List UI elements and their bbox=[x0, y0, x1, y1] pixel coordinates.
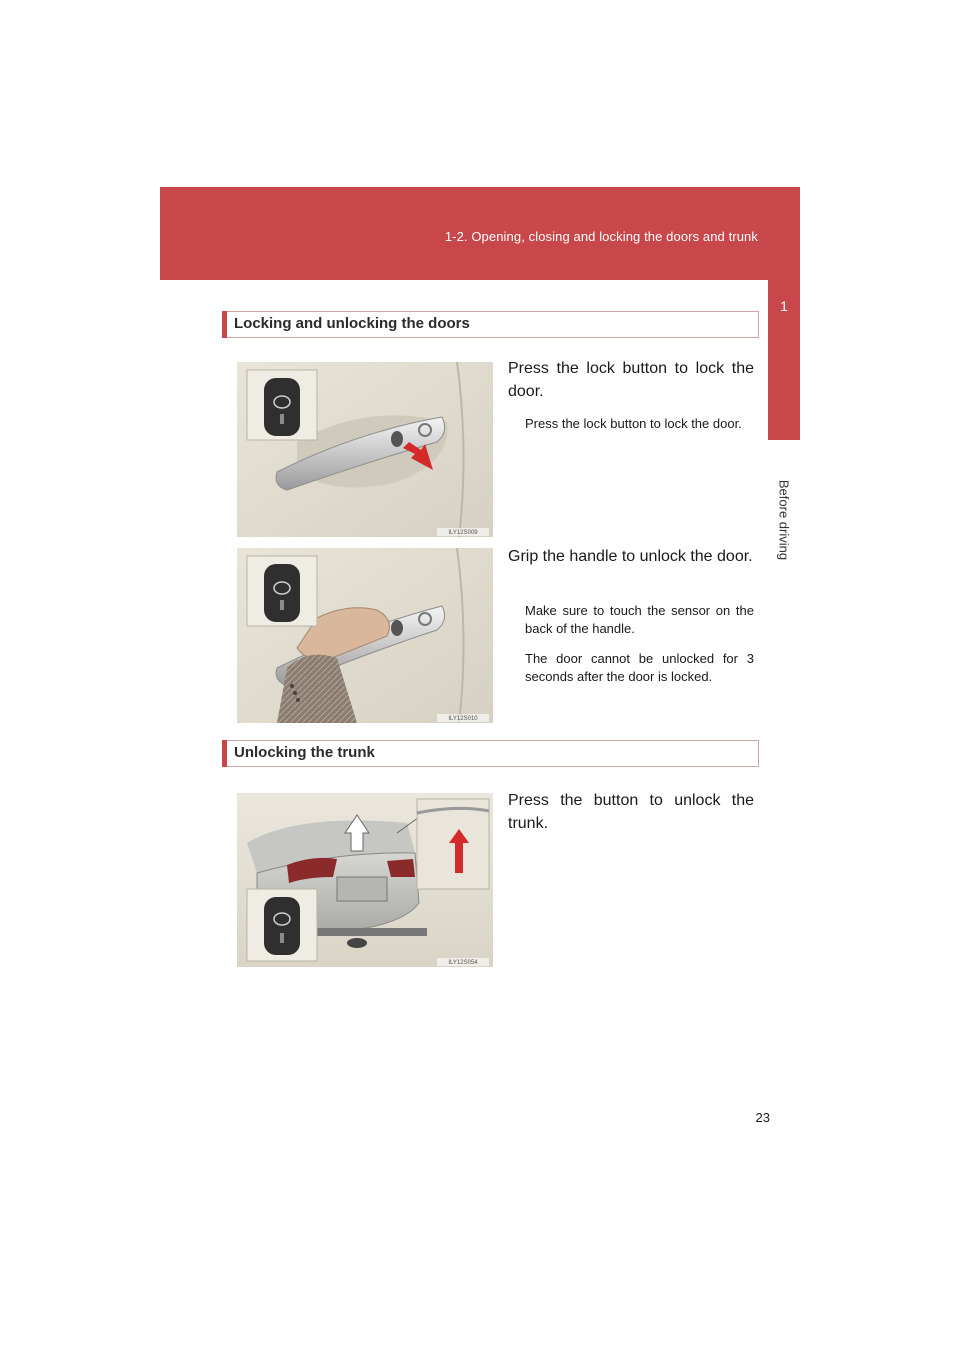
trunk-step-title: Press the button to unlock the trunk. bbox=[508, 792, 754, 832]
section-title: 1-2. Opening, closing and locking the doors and trunk bbox=[444, 229, 758, 244]
image-code-1: ILY12S009 bbox=[448, 530, 478, 536]
lock-step-note: Press the lock button to lock the door. bbox=[525, 416, 742, 431]
unlock-step-note-2: The door cannot be unlocked for 3 seconds after the door is locked. bbox=[525, 651, 754, 684]
illustration-unlock-door bbox=[237, 548, 493, 723]
heading-text: Unlocking the trunk bbox=[234, 744, 375, 761]
illustration-lock-door bbox=[237, 362, 493, 537]
unlock-step-title: Grip the handle to unlock the door. bbox=[508, 548, 753, 565]
door-handle-grip-image bbox=[237, 548, 493, 723]
section-heading-trunk bbox=[222, 740, 759, 767]
illustration-unlock-trunk bbox=[237, 793, 493, 967]
heading-text: Locking and unlocking the doors bbox=[234, 315, 470, 332]
chapter-tab bbox=[768, 280, 800, 440]
chapter-number: 1 bbox=[780, 298, 788, 314]
heading-accent-bar bbox=[222, 740, 227, 767]
chapter-label-container bbox=[768, 440, 800, 600]
door-handle-lock-image bbox=[237, 362, 493, 537]
section-heading-doors bbox=[222, 311, 759, 338]
header-band bbox=[160, 187, 800, 280]
image-code-2: ILY12S010 bbox=[448, 716, 478, 722]
heading-accent-bar bbox=[222, 311, 227, 338]
unlock-step-note-1: Make sure to touch the sensor on the back of the handle. bbox=[525, 603, 754, 636]
page-number: 23 bbox=[755, 1110, 770, 1125]
lock-step-title: Press the lock button to lock the door. bbox=[508, 360, 754, 400]
trunk-image bbox=[237, 793, 493, 967]
chapter-label: Before driving bbox=[776, 479, 792, 561]
image-code-3: ILY12S054 bbox=[448, 960, 478, 966]
